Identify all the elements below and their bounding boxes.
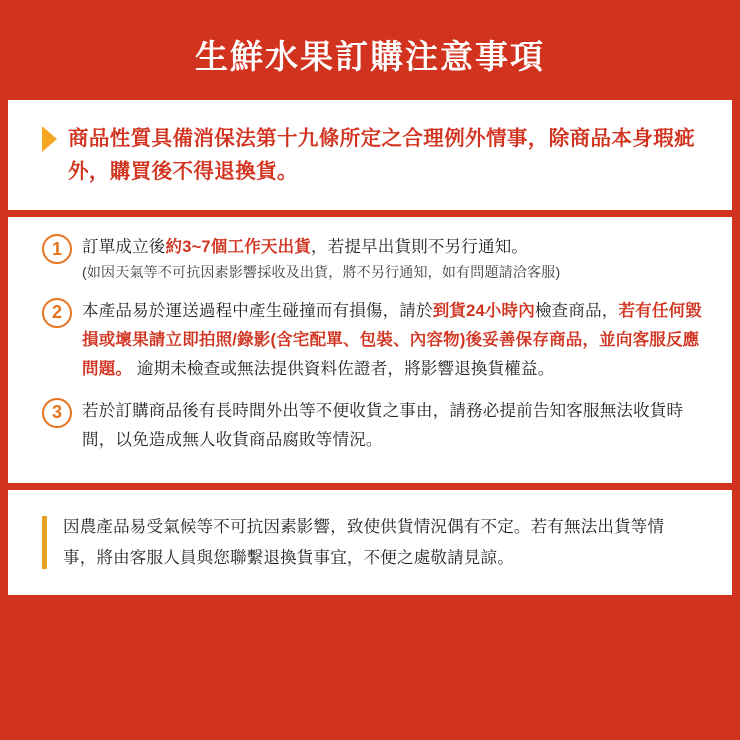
- item-number-badge: 1: [42, 234, 72, 264]
- item-text-part: ，若提早出貨則不另行通知。: [311, 238, 529, 257]
- item-body: [82, 233, 702, 284]
- notice-text: 商品性質具備消保法第十九條所定之合理例外情事，除商品本身瑕疵外，購買後不得退換貨。: [68, 127, 695, 184]
- item-number-badge: 3: [42, 398, 72, 428]
- item-text-highlight: 到貨24小時內: [432, 301, 535, 320]
- item-text-highlight: 約3~7個工作天出貨: [165, 238, 311, 257]
- vertical-bar-marker: [42, 516, 47, 569]
- item-body: [82, 397, 702, 456]
- item-text-part: 訂單成立後: [82, 238, 166, 257]
- list-item: [42, 397, 702, 456]
- item-subnote: (如因天氣等不可抗因素影響採收及出貨，將不另行通知，如有問題請洽客服): [82, 263, 561, 280]
- footer-note: [8, 483, 732, 595]
- item-body: [82, 297, 702, 385]
- item-text-part: 本產品易於運送過程中產生碰撞而有損傷，請於: [82, 301, 433, 320]
- item-text-highlight: 若有任何毀損或壞果請立即拍照/錄影(含宅配單、包裝、內容物)後妥善保存商品，並向客服反應問題。: [82, 301, 702, 379]
- title-bar: [8, 8, 732, 100]
- footer-text: 因農產品易受氣候等不可抗因素影響，致使供貨情況偶有不定。若有無法出貨等情事，將由客服人員與您聯繫退換貨事宜，不便之處敬請見諒。: [63, 518, 665, 567]
- triangle-right-icon: [42, 126, 57, 152]
- item-text-part: 逾期未檢查或無法提供資料佐證者，將影響退換貨權益。: [132, 360, 555, 379]
- bottom-strip: [8, 595, 732, 732]
- notice-band: [8, 100, 732, 210]
- list-item: [42, 233, 702, 284]
- items-list: [8, 210, 732, 483]
- item-text-part: 若於訂購商品後有長時間外出等不便收貨之事由，請務必提前告知客服無法收貨時間，以免造成無人收貨商品腐敗等情況。: [82, 401, 684, 449]
- list-item: [42, 297, 702, 385]
- poster-inner: [8, 8, 732, 732]
- item-text-part: 檢查商品，: [534, 301, 619, 320]
- item-number-badge: 2: [42, 298, 72, 328]
- page-title: 生鮮水果訂購注意事項: [195, 37, 545, 75]
